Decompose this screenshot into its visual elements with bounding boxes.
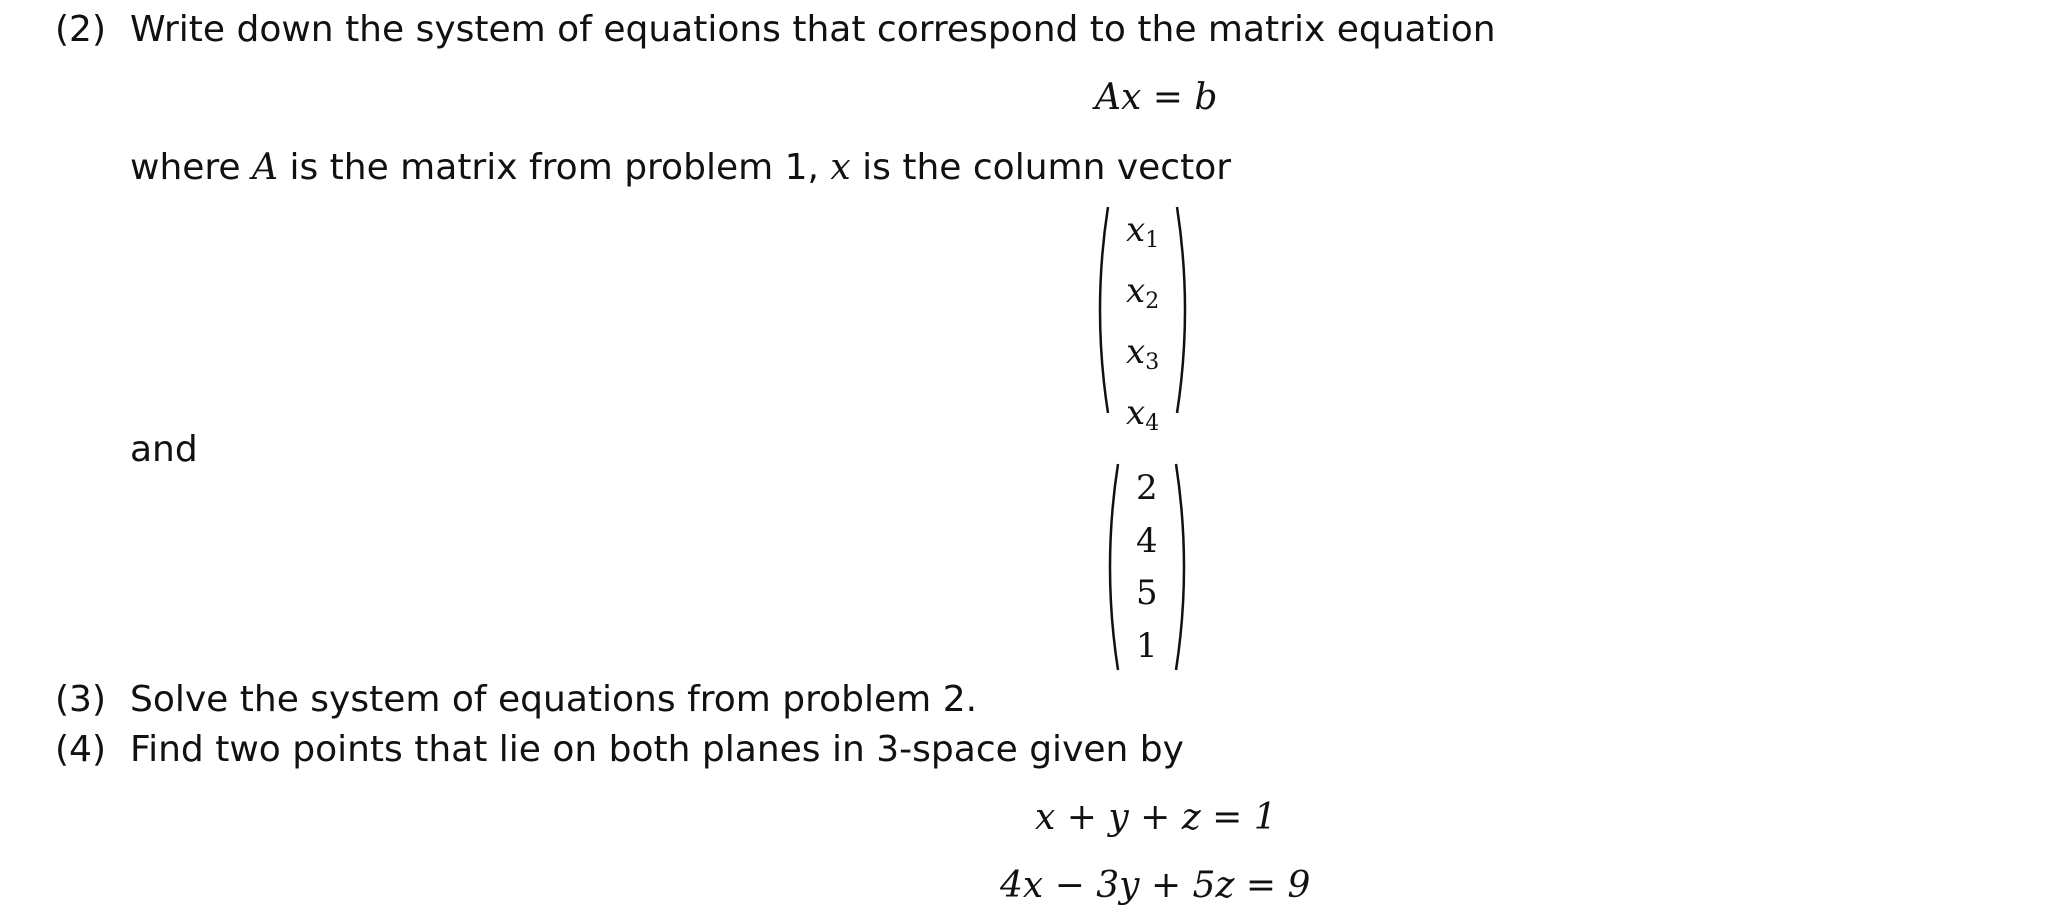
matrix-symbol-A: A [252, 147, 279, 188]
vector-symbol-x: x [830, 147, 851, 188]
entry-variable: x [1126, 393, 1146, 433]
x-vector-entry [1126, 205, 1159, 266]
b-vector-entry: 1 [1136, 625, 1158, 666]
x-vector-entry [1126, 327, 1159, 388]
entry-variable: x [1126, 332, 1146, 372]
entry-subscript: 1 [1145, 228, 1160, 253]
x-vector-entry [1126, 388, 1159, 449]
x-column-vector [1090, 205, 1195, 436]
problem-2-statement [55, 8, 1496, 52]
matrix-equation: Ax = b [1095, 77, 1218, 118]
right-paren [1173, 205, 1195, 415]
right-paren [1172, 462, 1194, 672]
problem-3-text: Solve the system of equations from problem 2. [130, 679, 978, 720]
problem-4-statement [55, 728, 1184, 772]
problem-3-number: (3) [55, 679, 106, 720]
b-column-vector [1100, 462, 1194, 672]
entry-subscript: 2 [1145, 289, 1160, 314]
and-text: and [130, 429, 198, 470]
left-paren [1090, 205, 1112, 415]
left-paren [1100, 462, 1122, 672]
b-vector-entries [1122, 462, 1172, 672]
problem-4-text: Find two points that lie on both planes in 3-space given by [130, 729, 1184, 770]
b-vector-entry: 2 [1136, 468, 1158, 509]
entry-subscript: 4 [1145, 411, 1160, 436]
problem-2-number: (2) [55, 9, 106, 50]
b-vector-entry: 4 [1136, 520, 1158, 561]
entry-subscript: 3 [1145, 350, 1160, 375]
problem-2-text: Write down the system of equations that correspond to the matrix equation [130, 9, 1496, 50]
plane-equation-2: 4x − 3y + 5z = 9 [1000, 865, 1311, 906]
problem-3-statement [55, 678, 977, 722]
problem-4-number: (4) [55, 729, 106, 770]
x-vector-entries [1112, 205, 1173, 436]
entry-variable: x [1126, 210, 1146, 250]
x-vector-entry [1126, 266, 1159, 327]
b-vector-entry: 5 [1136, 573, 1158, 614]
where-clause: where A is the matrix from problem 1, x is the column vector [130, 147, 1232, 188]
plane-equation-1: x + y + z = 1 [1035, 797, 1277, 838]
entry-variable: x [1126, 271, 1146, 311]
